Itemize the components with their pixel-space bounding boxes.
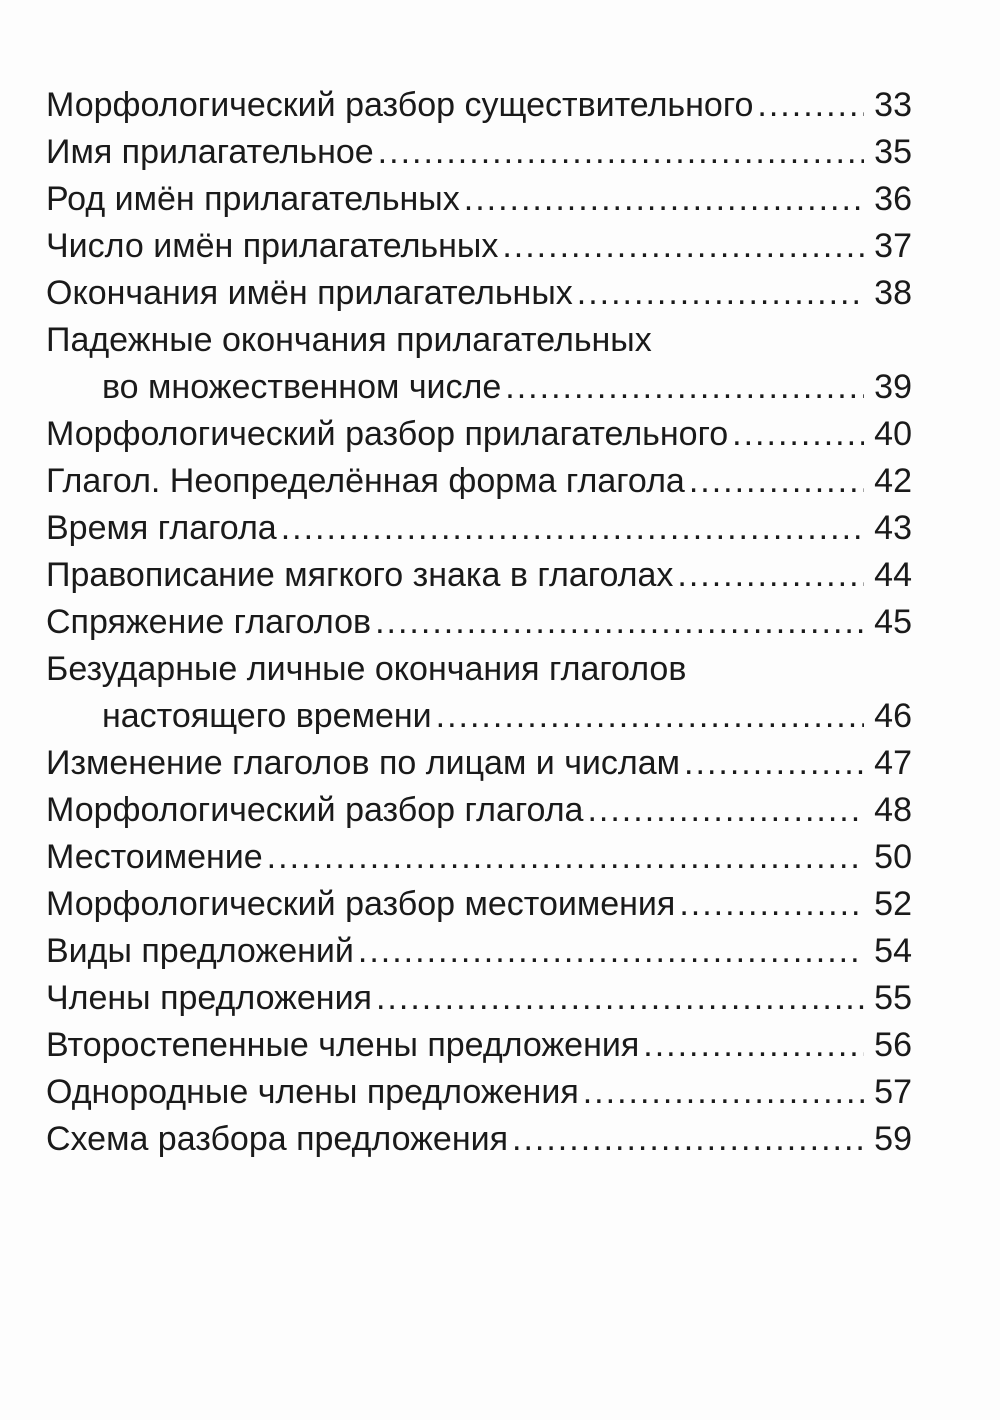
toc-entry-page: 43 [874,509,912,547]
toc-leader-dots [643,1022,864,1069]
toc-entry [46,834,912,881]
toc-leader-dots [378,129,864,176]
toc-entry [46,82,912,129]
toc-entry-title: Безударные личные окончания глаголов [46,650,687,688]
toc-entry-title: Изменение глаголов по лицам и числам [46,744,681,782]
toc-entry [46,411,912,458]
toc-entry-page: 56 [874,1026,912,1064]
toc-entry-title: Морфологический разбор местоимения [46,885,676,923]
table-of-contents [46,82,912,1163]
toc-entry-continued [46,317,912,364]
toc-entry-page: 59 [874,1120,912,1158]
toc-entry-page: 39 [874,368,912,406]
toc-entry-title: Члены предложения [46,979,372,1017]
toc-entry [46,552,912,599]
toc-entry-title: Падежные окончания прилагательных [46,321,652,359]
toc-entry [46,270,912,317]
toc-entry-title: Окончания имён прилагательных [46,274,573,312]
toc-entry-title: Время глагола [46,509,277,547]
toc-leader-dots [577,270,864,317]
toc-entry [46,458,912,505]
toc-entry [46,740,912,787]
toc-entry [46,975,912,1022]
toc-leader-dots [436,693,864,740]
toc-entry-page: 35 [874,133,912,171]
toc-entry-page: 48 [874,791,912,829]
toc-entry-page: 40 [874,415,912,453]
toc-entry [46,1022,912,1069]
toc-leader-dots [689,458,864,505]
toc-entry-page: 57 [874,1073,912,1111]
toc-entry-page: 54 [874,932,912,970]
toc-entry [46,693,912,740]
toc-entry-page: 50 [874,838,912,876]
toc-entry-title: во множественном числе [102,368,502,406]
toc-leader-dots [679,881,864,928]
toc-entry-page: 55 [874,979,912,1017]
toc-leader-dots [587,787,864,834]
toc-entry [46,787,912,834]
toc-leader-dots [732,411,864,458]
toc-leader-dots [505,364,864,411]
toc-entry-page: 36 [874,180,912,218]
toc-entry-title: Второстепенные члены предложения [46,1026,640,1064]
toc-entry-page: 38 [874,274,912,312]
toc-leader-dots [464,176,864,223]
toc-entry-title: Виды предложений [46,932,354,970]
toc-entry-title: Схема разбора предложения [46,1120,509,1158]
toc-entry-title: Правописание мягкого знака в глаголах [46,556,674,594]
toc-entry [46,505,912,552]
toc-leader-dots [267,834,864,881]
toc-leader-dots [358,928,864,975]
toc-entry-title: Однородные члены предложения [46,1073,579,1111]
toc-entry-title: Местоимение [46,838,263,876]
toc-entry-title: Имя прилагательное [46,133,374,171]
toc-entry [46,599,912,646]
toc-leader-dots [583,1069,864,1116]
toc-entry [46,1069,912,1116]
toc-entry-title: настоящего времени [102,697,432,735]
toc-entry-page: 33 [874,86,912,124]
toc-entry-page: 44 [874,556,912,594]
toc-entry [46,928,912,975]
toc-entry-page: 45 [874,603,912,641]
toc-entry [46,223,912,270]
toc-entry-title: Число имён прилагательных [46,227,499,265]
toc-leader-dots [375,599,864,646]
toc-entry [46,364,912,411]
toc-leader-dots [684,740,864,787]
toc-entry-page: 52 [874,885,912,923]
toc-entry-continued [46,646,912,693]
toc-leader-dots [502,223,864,270]
toc-entry-page: 42 [874,462,912,500]
toc-leader-dots [512,1116,864,1163]
toc-entry-title: Морфологический разбор прилагательного [46,415,729,453]
toc-leader-dots [677,552,864,599]
toc-leader-dots [281,505,864,552]
toc-entry-page: 47 [874,744,912,782]
toc-entry-title: Спряжение глаголов [46,603,372,641]
toc-leader-dots [757,82,864,129]
toc-entry [46,176,912,223]
toc-entry-page: 37 [874,227,912,265]
toc-entry-title: Морфологический разбор глагола [46,791,584,829]
toc-leader-dots [376,975,864,1022]
toc-entry-title: Морфологический разбор существительного [46,86,754,124]
toc-entry-title: Род имён прилагательных [46,180,460,218]
toc-entry-title: Глагол. Неопределённая форма глагола [46,462,685,500]
toc-entry [46,1116,912,1163]
toc-entry [46,129,912,176]
toc-entry-page: 46 [874,697,912,735]
toc-entry [46,881,912,928]
